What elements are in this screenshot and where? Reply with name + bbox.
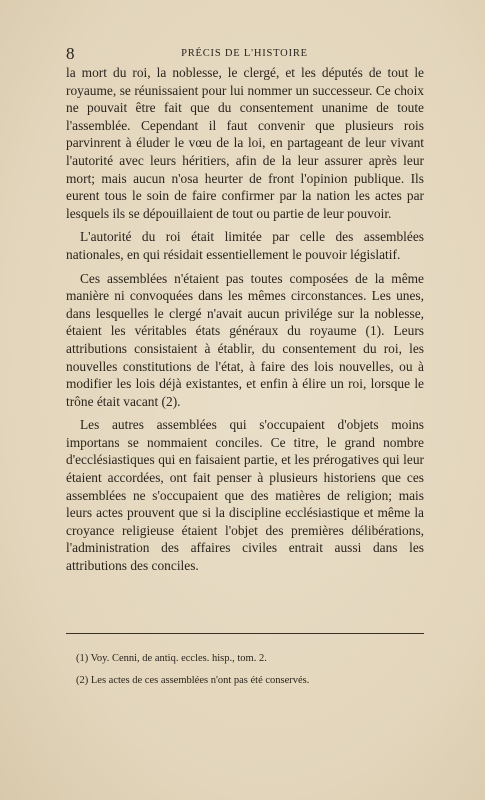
running-title: PRÉCIS DE L'HISTOIRE: [181, 48, 308, 59]
body-text: [66, 64, 424, 581]
footnote: (2) Les actes de ces assemblées n'ont pas été conservés.: [76, 675, 310, 686]
paragraph: la mort du roi, la noblesse, le clergé, et les députés de tout le royaume, se réunissaient pour lui nommer un successeur. Ce choix ne pouvait être fait que du consentement unanime de toute l'assemblée. Cependant il faut convenir que plusieurs rois parvinrent à éluder le vœu de la loi, en partageant de leur vivant l'autorité avec leurs héritiers, afin de la leur assurer après leur mort; mais aucun n'osa heurter de front l'opinion publique. Ils eurent tous le soin de faire confirmer par la nation les actes par lesquels ils se dépouillaient de tout ou partie de leur pouvoir.: [66, 65, 424, 221]
paragraph: L'autorité du roi était limitée par celle des assemblées nationales, en qui résidait essentiellement le pouvoir législatif.: [66, 229, 424, 262]
page-number: 8: [66, 44, 75, 63]
page-header: [66, 44, 423, 62]
paragraph: Ces assemblées n'étaient pas toutes composées de la même manière ni convoquées dans les mêmes circonstances. Les unes, dans lesquelles le clergé n'avait aucun privilége sur la noblesse, étaient les véritables états généraux du royaume (1). Leurs attributions consistaient à établir, du consentement du roi, les nouvelles constitutions de l'état, à faire des lois nouvelles, ou à modifier les lois déjà existantes, et enfin à élire un roi, lorsque le trône était vacant (2).: [66, 270, 424, 409]
footnotes: [76, 652, 416, 696]
footnote: (1) Voy. Cenni, de antiq. eccles. hisp., tom. 2.: [76, 653, 267, 664]
footnote-divider: [66, 633, 424, 634]
paragraph: Les autres assemblées qui s'occupaient d'objets moins importans se nommaient conciles. Ce titre, le grand nombre d'ecclésiastiques qui en faisaient partie, et les prérogatives qui leur étaient accordées, ont fait penser à plusieurs historiens que ces assemblées ne s'occupaient que des matières de religion; mais leurs actes prouvent que si la discipline ecclésiastique et même la croyance religieuse étaient l'objet des premières délibérations, l'administration des affaires civiles entrait aussi dans les attributions des conciles.: [66, 417, 424, 574]
